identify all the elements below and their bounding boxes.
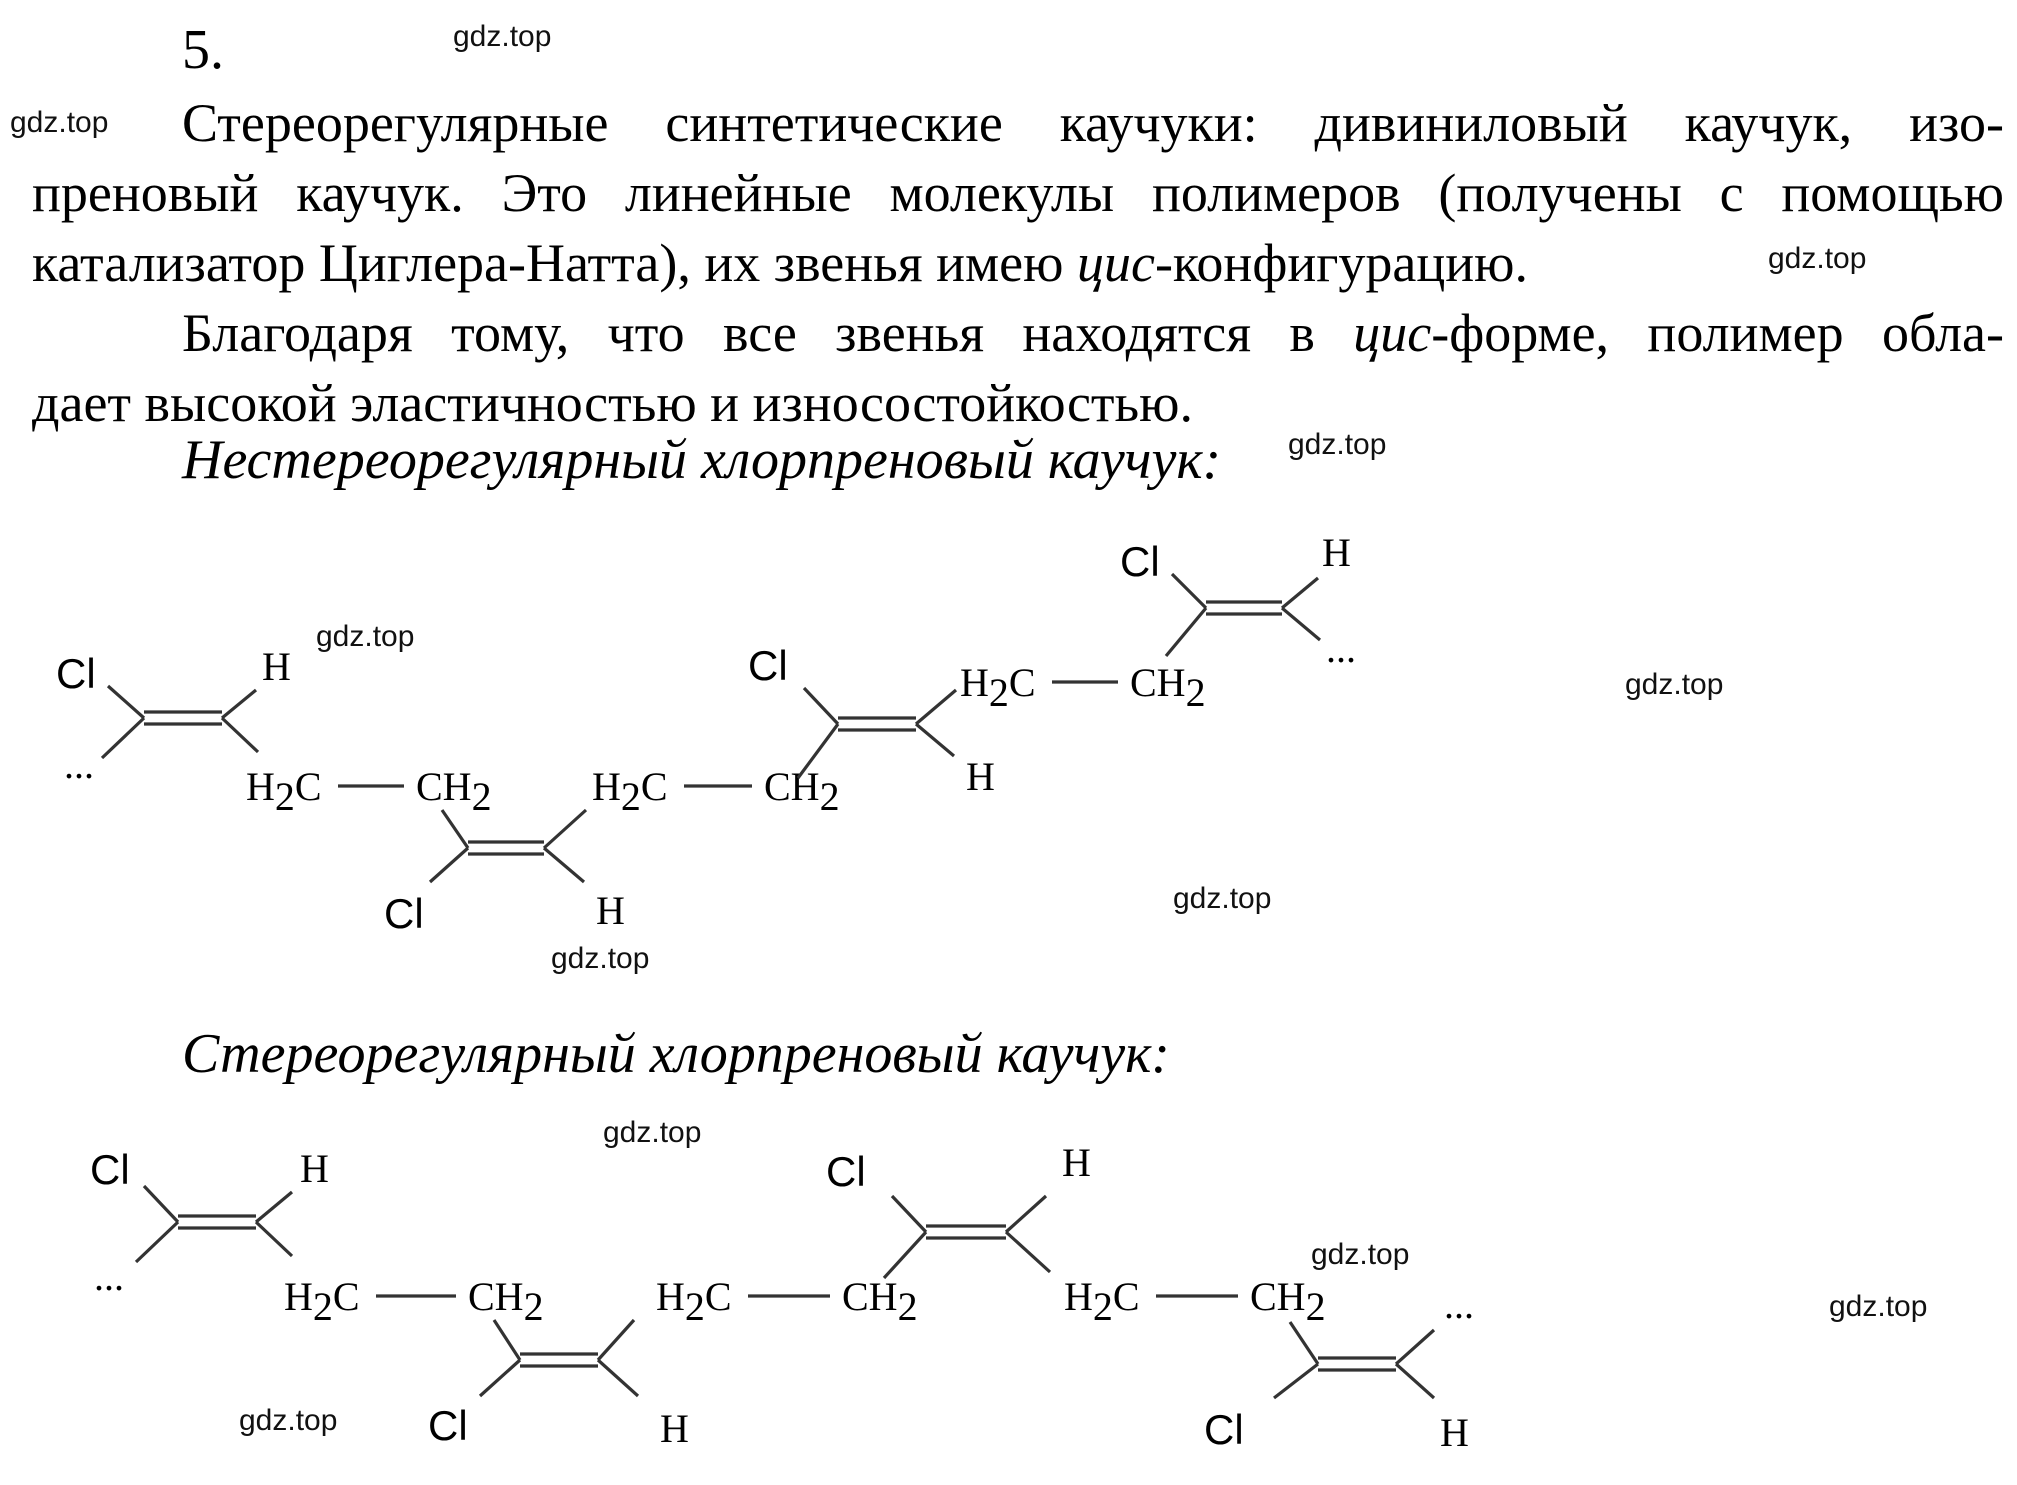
watermark: gdz.top xyxy=(10,106,109,139)
chain-end-ellipsis: ... xyxy=(64,742,94,787)
watermark: gdz.top xyxy=(1768,242,1867,275)
hydrogen-atom: H xyxy=(300,1146,329,1191)
heading-nonstereoregular: Нестереорегулярный хлорпреновый каучук: xyxy=(182,429,1222,491)
watermark: gdz.top xyxy=(603,1116,702,1149)
watermark: gdz.top xyxy=(453,20,552,53)
formula-nonstereoregular xyxy=(56,530,1356,937)
watermark: gdz.top xyxy=(551,942,650,975)
watermark: gdz.top xyxy=(1288,428,1387,461)
chlorine-atom: Cl xyxy=(428,1402,468,1449)
chain-end-ellipsis: ... xyxy=(1444,1282,1474,1327)
hydrogen-atom: H xyxy=(1062,1140,1091,1185)
problem-number: 5. xyxy=(182,19,224,81)
paragraph-1-line-2: преновый каучук. Это линейные молекулы полимеров (получены с помощью xyxy=(32,163,2004,223)
hydrogen-atom: H xyxy=(1440,1410,1469,1455)
paragraph-2-line-1-text: Благодаря тому, что все звенья находятся в xyxy=(182,303,1354,363)
paragraph-2-line-1-end: -форме, полимер обла- xyxy=(1431,303,2004,363)
formula-stereoregular xyxy=(90,1140,1474,1455)
hydrogen-atom: H xyxy=(966,754,995,799)
h2c-group: H2C xyxy=(246,764,322,819)
chain-end-ellipsis: ... xyxy=(1326,626,1356,671)
hydrogen-atom: H xyxy=(660,1406,689,1451)
ch2-group: CH2 xyxy=(842,1274,918,1329)
chlorine-atom: Cl xyxy=(90,1146,130,1193)
chlorine-atom: Cl xyxy=(1120,538,1160,585)
watermark: gdz.top xyxy=(1625,668,1724,701)
cis-term: цис xyxy=(1353,303,1432,363)
watermark: gdz.top xyxy=(1173,882,1272,915)
h2c-group: H2C xyxy=(592,764,668,819)
h2c-group: H2C xyxy=(284,1274,360,1329)
hydrogen-atom: H xyxy=(262,644,291,689)
heading-stereoregular: Стереорегулярный хлорпреновый каучук: xyxy=(182,1023,1170,1085)
watermark: gdz.top xyxy=(316,620,415,653)
paragraph-1-line-3-end: -конфигурацию. xyxy=(1154,233,1528,293)
ch2-group: CH2 xyxy=(1130,660,1206,715)
ch2-group: CH2 xyxy=(468,1274,544,1329)
watermark: gdz.top xyxy=(1829,1290,1928,1323)
h2c-group: H2C xyxy=(1064,1274,1140,1329)
hydrogen-atom: H xyxy=(596,888,625,933)
chain-end-ellipsis: ... xyxy=(94,1254,124,1299)
chlorine-atom: Cl xyxy=(1204,1406,1244,1453)
paragraph-2-line-2: дает высокой эластичностью и износостойкостью. xyxy=(32,373,1193,433)
chlorine-atom: Cl xyxy=(56,650,96,697)
ch2-group: CH2 xyxy=(764,764,840,819)
h2c-group: H2C xyxy=(960,660,1036,715)
ch2-group: CH2 xyxy=(416,764,492,819)
h2c-group: H2C xyxy=(656,1274,732,1329)
paragraph-1-line-1-text: Стереорегулярные синтетические каучуки: дивиниловый каучук, изо- xyxy=(182,93,2004,153)
chlorine-atom: Cl xyxy=(748,642,788,689)
ch2-group: CH2 xyxy=(1250,1274,1326,1329)
watermark: gdz.top xyxy=(239,1404,338,1437)
cis-term: цис xyxy=(1076,233,1155,293)
chlorine-atom: Cl xyxy=(384,890,424,937)
hydrogen-atom: H xyxy=(1322,530,1351,575)
chlorine-atom: Cl xyxy=(826,1148,866,1195)
watermark: gdz.top xyxy=(1311,1238,1410,1271)
paragraph-1-line-3-text: катализатор Циглера-Натта), их звенья имею xyxy=(32,233,1077,293)
